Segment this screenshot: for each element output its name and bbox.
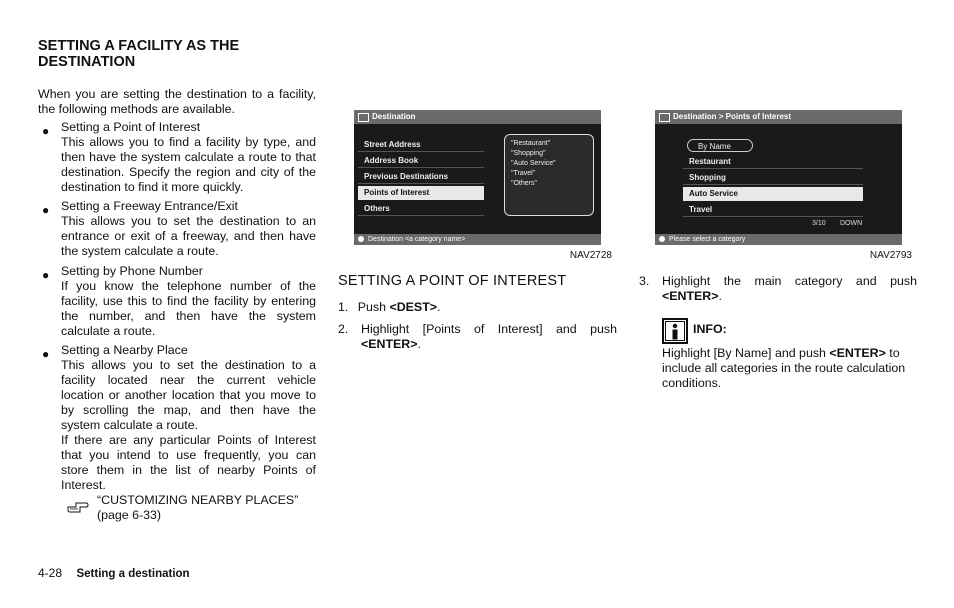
step-punct: . [417,337,421,351]
status-text: Please select a category [669,236,746,243]
bullet-title: Setting a Nearby Place [61,343,188,357]
down-button[interactable]: DOWN [840,220,863,227]
status-dot-icon [659,236,665,242]
bullet-title: Setting a Point of Interest [61,120,201,134]
pointing-hand-icon [66,498,90,514]
menu-item-restaurant[interactable]: Restaurant [683,155,863,169]
chapter-title: Setting a destination [76,568,190,580]
menu-item-auto-service[interactable]: Auto Service [683,187,863,201]
info-text-after: to include all categories in the route calculation conditions. [662,346,906,390]
by-name-button[interactable]: By Name [687,139,753,152]
menu-item-address-book[interactable]: Address Book [358,154,484,168]
screen-title-bar [354,110,601,124]
bullet-title: Setting by Phone Number [61,264,203,278]
flag-icon [358,113,369,122]
section-heading: SETTING A FACILITY AS THE DESTINATION [38,38,240,70]
menu-item-street-address[interactable]: Street Address [358,138,484,152]
intro-paragraph: When you are setting the destination to a facility, the following methods are available. [38,87,316,116]
page-number: 4-28 [38,566,63,580]
bullet-body: This allows you to set the destination to a facility located near the current vehicle location or another location that you move to by scrolling the map, and then have the system calculate a route. [61,358,316,432]
dest-key: <DEST> [389,300,438,314]
menu-item-shopping[interactable]: Shopping [683,171,863,185]
footer [38,564,190,582]
enter-key: <ENTER> [829,346,886,360]
enter-key: <ENTER> [662,289,719,303]
info-label: INFO: [693,322,727,336]
step-number: 1. [338,300,349,314]
screen-title: Destination [372,112,416,121]
menu-item-previous-destinations[interactable]: Previous Destinations [358,170,484,184]
bubble-line: "Others" [511,180,537,187]
step-number: 2. [338,322,349,336]
menu-item-points-of-interest[interactable]: Points of Interest [358,186,484,200]
bubble-line: "Restaurant" [511,140,551,147]
status-text: Destination <a category name> [368,236,466,243]
cross-reference[interactable] [66,495,321,527]
step-text: Highlight the main category and push [662,274,917,288]
menu-item-others[interactable]: Others [358,202,484,216]
nav-screen-points-of-interest [655,110,902,245]
category-bubble [504,134,594,216]
step-punct: . [718,289,722,303]
step-punct: . [437,300,441,314]
reference-text: “CUSTOMIZING NEARBY PLACES” [97,493,299,507]
bullet-icon: ● [42,203,50,217]
bullet-body: If you know the telephone number of the facility, use this to find the facility by entering the number, and then have the system calculate a route. [61,279,316,338]
page-indicator: 3/10 [812,220,826,227]
screen-title-bar [655,110,902,124]
bullet-item-phone [38,264,318,342]
figure-caption: NAV2728 [569,250,612,261]
status-dot-icon [358,236,364,242]
bullet-title: Setting a Freeway Entrance/Exit [61,199,238,213]
info-text [662,346,918,391]
bullet-icon: ● [42,268,50,282]
step-text: Highlight [Points of Interest] and push [361,322,617,336]
bullet-item-poi [38,120,318,200]
bullet-body-2: If there are any particular Points of Interest that you intend to use frequently, you can store them in the list of nearby Points of Interest. [61,433,316,492]
bullet-icon: ● [42,347,50,361]
subsection-title: SETTING A POINT OF INTEREST [338,273,567,289]
reference-page: (page 6-33) [97,508,162,522]
info-text-before: Highlight [By Name] and push [662,346,830,360]
screen-status-bar [354,234,601,245]
bullet-item-freeway [38,199,318,261]
bullet-body: This allows you to set the destination to an entrance or exit of a freeway, and then have the system calculate a route. [61,214,316,258]
screen-status-bar [655,234,902,245]
info-icon [662,318,688,344]
bubble-line: "Travel" [511,170,536,177]
bullet-body: This allows you to find a facility by type, and then have the system calculate a route to that destination. Specify the region and city of the destination to find it more quickly. [61,135,316,194]
bubble-line: "Shopping" [511,150,546,157]
bullet-item-nearby [38,343,318,493]
bullet-icon: ● [42,124,50,138]
step-text: Push [357,300,390,314]
step-number: 3. [639,274,650,288]
flag-icon [659,113,670,122]
step-1 [338,300,618,315]
enter-key: <ENTER> [361,337,418,351]
nav-screen-destination [354,110,601,245]
bubble-line: "Auto Service" [511,160,556,167]
figure-caption: NAV2793 [869,250,912,261]
menu-item-travel[interactable]: Travel [683,203,863,217]
screen-title: Destination > Points of Interest [673,112,792,121]
